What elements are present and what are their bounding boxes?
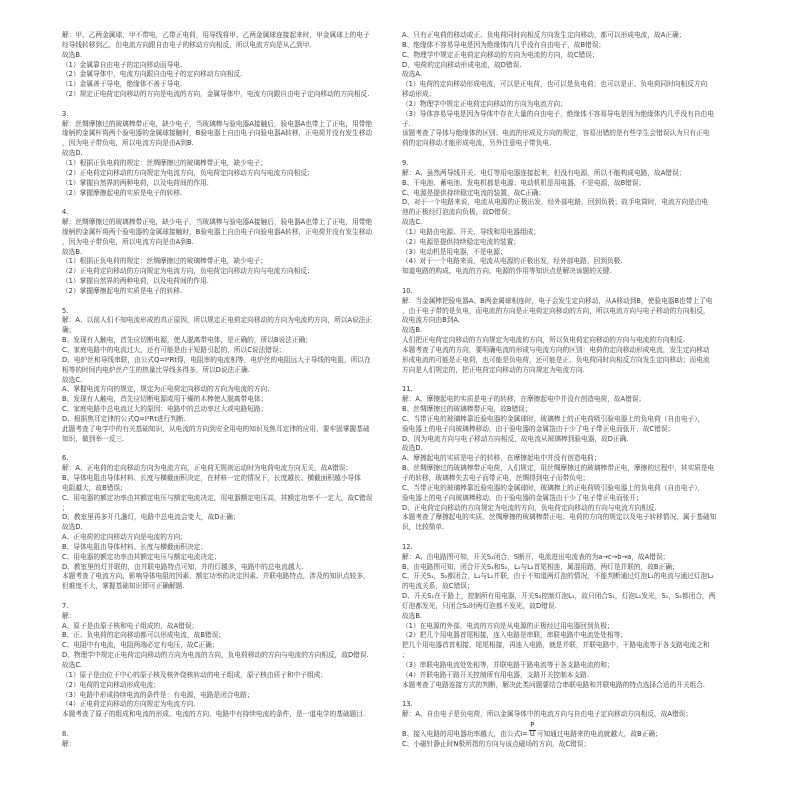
text-line: （1）电路由电源、开关、导线和用电器组成； [402, 227, 541, 236]
question-section [402, 385, 735, 533]
text-line: B、正、负电荷的定向移动都可以形成电流，故B错误； [62, 631, 225, 640]
text-line: D、教室里的灯并联的，由并联电路特点可知，并的灯越多，电路中的总电流越大. [62, 562, 304, 571]
text-line: C、当带正电的玻璃棒靠近验电器的金属球时，玻璃棒上的正电荷吸引验电器上的负电荷（自由电子）， [402, 483, 705, 492]
text-line: 解：丝绸摩擦过的玻璃棒带正电，缺少电子，当玻璃棒与验电器A接触后，验电器A也带上了正电，用带绝 [62, 218, 373, 227]
text-line: ； [62, 503, 69, 512]
text-line: A、掌握电流方向的规定，规定为正电荷定向移动的方向为电流的方向； [62, 385, 274, 394]
text-line: 故选C. [62, 661, 83, 669]
text-line: 故选B. [62, 50, 83, 59]
text-line: （2）正电荷定向移动的方向规定为电流方向，负电荷定向移动方向与电流方向相反； [62, 267, 314, 276]
text-line: （3）电动机是用电器，不是电源； [402, 247, 507, 256]
text-line: D、因为电流方向与电子移动方向相反，故电流从玻璃棒到验电器，故D正确. [402, 434, 629, 443]
text-line: 池的正极经灯泡流向负极，故D错误； [402, 208, 515, 217]
text-line: ，由于电子带的是负电，而电流的方向是正电荷定向移动的方向，所以电流方向与电子移动的方向相反， [402, 306, 710, 315]
text-line: 形成电流的可能是正电荷，也可能是负电荷，还可能是正、负电荷同时向相反方向发生定向移动；而电流 [402, 355, 710, 364]
text-line: C、物理学中规定正电荷定向移动的方向为电流的方向，故C错误； [402, 50, 599, 59]
text-line: C、用电器的额定功率由其额定电压与额定电流决定； [62, 552, 221, 561]
text-line: 本题考查了电路连接方式的判断，解决此类问题要结合串联电路和并联电路的特点选择合适的开关组合. [402, 680, 706, 689]
text-line: 故选B. [62, 247, 83, 256]
text-line: B、导体电阻由导体材料、长度与横截面积决定； [62, 542, 208, 551]
text-line: B、由电路图可知，闭合开关S₁和S₂，L₁与L₂首尾相连，属混用路，两灯是并联的，故B正确； [402, 562, 679, 571]
text-line: D、教室里再多开几盏灯，电路中总电流会变大，故D正确； [62, 513, 240, 522]
question-section [62, 31, 395, 100]
text-line: D、电荷的定向移动形成电流，故D错误. [402, 60, 522, 69]
text-line: （1）电荷的定向移动形成电流，可以是正电荷，也可以是负电荷；也可以是正、负电荷同时向相反方向 [402, 80, 708, 89]
question-number: 5. [62, 306, 69, 315]
text-line: 该题考查了导体与绝缘体的区别、电流的形成及方向的规定，容易出错的是有些学生会错误认为只有正电 [402, 129, 710, 138]
question-number: 11. [402, 385, 413, 394]
text-line: 确； [62, 326, 76, 335]
text-line: B、丝绸摩擦过的玻璃棒带正电，故B错误； [402, 405, 532, 414]
text-line: D、物理学中规定正电荷定向移动的方向为电流的方向，负电荷移动的方向与电流的方向相反，故D错误. [62, 651, 369, 660]
text-line: （4）正电荷定向移动的方向规定为电流方向. [62, 700, 196, 709]
text-line: （1）掌握自然界的两种电荷，以及电荷间的作用. [62, 277, 209, 286]
fraction-denominator: U [529, 729, 535, 738]
question-number: 10. [402, 286, 413, 295]
formula-suffix: 可知通过电路来的电流就越大，故B正确； [536, 729, 662, 738]
text-line: （3）电路中形成持续电流的条件是：有电源，电路是闭合电路； [62, 690, 254, 699]
question-number: 12. [402, 542, 413, 551]
text-line: 故选D. [62, 523, 83, 532]
text-line: （2）掌握摩擦起电的实质是电子的转移. [62, 188, 183, 197]
text-line: （2）物理学中规定正电荷定向移动的方向为电流方向； [402, 99, 567, 108]
text-line: （1）金属靠自由电子的定向移动而导电. [62, 60, 183, 69]
question-section [402, 700, 735, 749]
question-section [62, 307, 395, 445]
text-line: 解：A、摩擦起电的实质是电子的转移，在摩擦起电中并没有创造电荷，故A错误； [402, 395, 646, 404]
text-line: 验电器上的电子向玻璃棒移动，由于验电器的金属箔由于少了电子带正电而张开，故C错误； [402, 424, 675, 433]
text-line: 解：丝绸摩擦过的玻璃棒带正电，缺少电子，当玻璃棒与验电器A接触后，验电器A也带上了正电，用带绝 [62, 119, 373, 128]
text-line: D、电炉丝和导线串联，由公式Q=I²Rt得，电阻率的电流相等，电炉丝的电阻远大于导线的电阻，所以在 [62, 355, 371, 364]
text-line: C、家庭电路中总电流过大的原因：电路中的总功率过大或电路短路； [62, 405, 268, 414]
text-line: 此题考查了电学中的有关基础知识，从电流的方向到安全用电的知识及焦耳定律的应用，要牢固掌握基础 [62, 424, 370, 433]
text-line: A、原子是由原子核和电子组成的，故A错误； [62, 621, 199, 630]
text-line: D、正电荷定向移动的方向规定为电流的方向，负电荷定向移动的方向与电流方向相反. [402, 503, 657, 512]
text-line: 识，比较简单. [402, 523, 445, 532]
text-line: 故选B. [402, 326, 423, 335]
text-line: 人们把正电荷定向移动的方向规定为电流的方向，所以负电荷定向移动的方向与电流的方向相反. [402, 336, 685, 345]
text-line: C、电源是提供持续稳定电流的装置，故C正确； [402, 188, 546, 197]
text-line: 移动形成； [402, 90, 436, 99]
text-line: （1）原子是由位于中心的原子核及核外绕核转动的电子组成，原子核由质子和中子组成； [62, 670, 328, 679]
text-line: （3）导体容易导电是因为导体中存在大量的自由电子，绝缘体不容易导电是因为绝缘体内几乎没有自由电 [402, 109, 714, 118]
text-line: 本题考查了电流的方向，要明确电流的形成与电流方向的区别：电荷的定向移动形成电流，发生定向移动 [402, 346, 710, 354]
text-line: ，因为电子带负电，所以电流方向是由A到B. [62, 237, 194, 246]
text-line: （1）在电源的外部，电流的方向是从电源的正极经过用电器回到负极； [402, 621, 614, 630]
text-line: 解：A、自由电子是负电荷，所以金属导体中的电流方向与自由电子定向移动方向相反，故A错误； [402, 710, 693, 719]
text-line: 验电器上的电子向玻璃棒移动，由于验电器的金属箔由于少了电子带正电而张开； [402, 493, 643, 502]
text-line: B、发现有人触电，首先应切断电源或用干燥的木棒使人脱离带电体； [62, 395, 268, 404]
text-line: 把几个用电器首首相接，尾尾相接，再连入电路，就是并联，并联电路中，干路电流等于各支路电流之和 [402, 641, 710, 650]
text-line: 故选D. [62, 149, 83, 158]
text-line: 本题考查了原子的组成和电流的形成、电流的方向、电路中有持续电流的条件，是一道电学的基础题目. [62, 710, 366, 719]
text-line: ，因为电子带负电，所以电流方向是由A到B. [62, 139, 194, 148]
text-line: 解：A、虽然两导线开关、电灯等用电器连接起来，但没有电源，所以不能构成电路，故A错误； [402, 168, 686, 177]
text-line: 故选C. [62, 375, 83, 384]
text-line: B、导体电阻由导体材料、长度与横截面积决定，在材料一定的情况下，长度越长、横截面积越小导体 [62, 473, 361, 482]
text-line: 荷的定向移动才能形成电流，另外注意电子带负电. [402, 139, 552, 148]
text-line: （1）根据正负电荷的规定：丝绸摩擦过的玻璃棒带正电，缺少电子； [62, 158, 267, 167]
text-line: （2）规定正电荷定向移动的方向是电流的方向，金属导体中，电流方向跟自由电子定向移动的方向相反. [62, 90, 370, 99]
question-section [62, 602, 395, 720]
text-line: （2）把几个用电器首尾相接，连入电路是串联，串联电路中电流处处相等； [402, 631, 627, 640]
right-column [402, 31, 735, 786]
text-line: （2）电源是提供持续稳定电流的装置； [402, 237, 520, 246]
text-line: （1）掌握自然界的两种电荷，以及电荷间的作用. [62, 178, 209, 187]
text-line: 故选D. [402, 444, 423, 453]
question-section [62, 454, 395, 592]
text-line: D、根据焦耳定律的公式Q=I²Rt进行判断. [62, 414, 186, 423]
text-line: C、电阻中有电流，电阻两端必定有电压，故C正确； [62, 641, 219, 650]
text-line: 方向是人们规定的，把正电荷定向移动的方向规定为电流方向. [402, 365, 585, 374]
text-line: A、只有正电荷的移动或正、负电荷同时向相反方向发生定向移动，都可以形成电流，故A正确； [402, 31, 686, 39]
question-section [62, 730, 395, 750]
text-line: （4）对于一个电路来说，电流从电源的正极出发，经外部电路，回到负极. [402, 257, 623, 266]
fraction-numerator: P [530, 720, 535, 729]
left-column [62, 31, 395, 786]
text-line: C、用电器的额定功率由其额定电压与额定电流决定，用电器额定电压高，其额定功率不一定大，故C错误 [62, 493, 373, 502]
text-line: 缘柄的金属杆将两个验电器的金属球接触时，B验电器上自由电子向验电器A转移，正电荷并没有发生移动 [62, 227, 373, 236]
text-line: 解：甲、乙两金属球，甲不带电，乙带正电荷，用导线将甲、乙两金属球连接起来时，甲金属球上的电子 [62, 31, 370, 39]
text-line: 灯泡都发光，只闭合S₂时两灯泡都不发光，故D错误. [402, 601, 557, 610]
text-line: 知识，做到举一反三. [62, 434, 125, 443]
text-line: 解： [62, 739, 76, 748]
text-line: 本题考查了摩擦起电的实质、丝绸摩擦的玻璃棒带正电、电荷的方向的规定以及电子转移情况，属于基础知 [402, 513, 717, 522]
text-line: 相等的时间内电炉丝产生的热量比导线多得多，所以D说法正确. [62, 365, 250, 374]
text-line: 解： [62, 611, 76, 620]
text-line: 解：A、由电路图可知，开关S₁闭合，S断开，电流进出电流表的为a→c→b→a，故A错误； [402, 552, 670, 561]
text-line: （4）并联电路干路开关控制所有用电器，支路开关控制本支路. [402, 670, 589, 679]
text-line-with-formula [402, 720, 735, 740]
question-section [402, 159, 735, 277]
text-line: （1）根据正负电荷的规定：丝绸摩擦过的玻璃棒带正电，缺少电子； [62, 257, 267, 266]
text-line: C、小磁针静止时N极所指的方向与该点磁场的方向，故C错误； [402, 739, 591, 748]
text-line: （2）金属导体中，电流方向跟自由电子的定向移动方向相反. [62, 70, 243, 79]
text-line: 故选A. [402, 70, 422, 79]
text-line: 故电流方向由B到A. [402, 316, 460, 325]
question-section [62, 208, 395, 297]
text-line: 本题考查了电流方向、影响导体电阻的因素、额定功率的决定因素、并联电路特点，涉及的知识点较多， [62, 572, 370, 581]
formula-prefix: B、接入电路的用电器功率越大，由公式I= [402, 729, 528, 738]
text-line: 故选B. [402, 611, 423, 620]
text-line: 子的转移，玻璃棒失去电子而带正电，丝绸得到电子而带负电； [402, 473, 590, 482]
text-line: （3）串联电路电流处处相等，并联电路干路电流等于各支路电流的和； [402, 661, 614, 669]
question-section [62, 110, 395, 199]
text-line: B、干电池、蓄电池、发电机都是电源；电动机机是用电器，不是电源，故B错误； [402, 178, 646, 187]
text-line: C、当带正电的玻璃棒靠近验电器的金属球时，玻璃棒上的正电荷吸引验电器上的负电荷（自由电子）， [402, 414, 705, 423]
text-line: 子. [402, 119, 411, 128]
text-line: C、家庭电路中的电流过大，还有可能是由于短路引起的，所以C说法错误； [62, 346, 286, 354]
text-line: B、丝绸摩擦过的玻璃棒带正电荷，人们规定，用丝绸摩擦过的玻璃棒带正电，摩擦的过程中，其实质是电 [402, 464, 715, 473]
question-number: 7. [62, 601, 69, 610]
text-line: （2）电荷的定向移动形成电流； [62, 680, 160, 689]
text-line: （1）金属善于导电，绝缘体不善于导电. [62, 80, 183, 89]
text-line: 的电流关系，故C错误； [402, 582, 474, 591]
text-line: D、开关S₁在干路上，控制所有用电器，开关S₂控制灯泡L₁，故只闭合S₁，灯泡L₁发光，S₁，S₂都闭合，两 [402, 592, 716, 601]
question-section [402, 287, 735, 376]
question-section [402, 31, 735, 149]
text-line: B、发现有人触电，首先应切断电源，使人脱离带电体，是正确的，所以B说法正确； [62, 336, 312, 345]
text-line: 解：A、正电荷的定向移动方向为电流方向，正电荷无规则运动时为电荷电流方向无关，故A错误； [62, 464, 353, 473]
text-line: B、绝缘体不容易导电是因为绝缘体内几乎没有自由电子，故B错误； [402, 40, 606, 49]
question-number: 8. [62, 729, 69, 738]
text-line: D、对于一个电路来说，电流从电源的正极出发，经外部电路，回到负极；故手电筒时，电流方向是由电 [402, 198, 709, 207]
text-line: A、正电荷的定向移动方向是电流的方向； [62, 533, 187, 542]
text-line: C、开关S₁，S₂都闭合，L₁与L₂并联，由于不知道两灯泡的情况，不能判断通过灯泡L₁的电流与通过灯泡L₂ [402, 572, 714, 581]
text-line: A、摩擦起电的实质是电子的转移，在摩擦起电中并没有创造电荷； [402, 454, 601, 463]
text-line: 知道电路的构成、电流的方向、电源的作用等知识点是解决该题的关键. [402, 267, 612, 276]
text-line: （2）掌握摩擦起电的实质是电子的转移. [62, 286, 183, 295]
text-line: 电阻越大，故B错误； [62, 483, 127, 492]
question-number: 4. [62, 208, 69, 217]
question-number: 6. [62, 454, 69, 463]
text-line: ； [402, 651, 409, 660]
text-line: （2）正电荷定向移动的方向规定为电流方向，负电荷定向移动方向与电流方向相反； [62, 168, 314, 177]
fraction [528, 720, 537, 738]
question-number: 9. [402, 158, 409, 167]
question-number: 3. [62, 109, 69, 118]
text-line: 但难度不大，掌握基础知识即可正确解题. [62, 582, 185, 591]
text-line: 故选C. [402, 218, 423, 227]
text-line: 经导线转移到乙，但电流方向跟自由电子的移动方向相反，所以电流方向是从乙到甲. [62, 40, 312, 49]
question-section [402, 543, 735, 691]
text-line: 缘柄的金属杆将两个验电器的金属球接触时，B验电器上自由电子向验电器A转移，正电荷并没有发生移动 [62, 129, 373, 138]
question-number: 13. [402, 700, 413, 709]
text-line: 解：当金属棒把验电器A、B两金属球相连时，电子会发生定向移动，从A移动到B，使验电器B也带上了电 [402, 296, 713, 305]
text-line: 解：A、以前人们不知电流形成的真正原因，所以规定正电荷定向移动的方向为电流的方向，所以A说法正 [62, 316, 373, 325]
